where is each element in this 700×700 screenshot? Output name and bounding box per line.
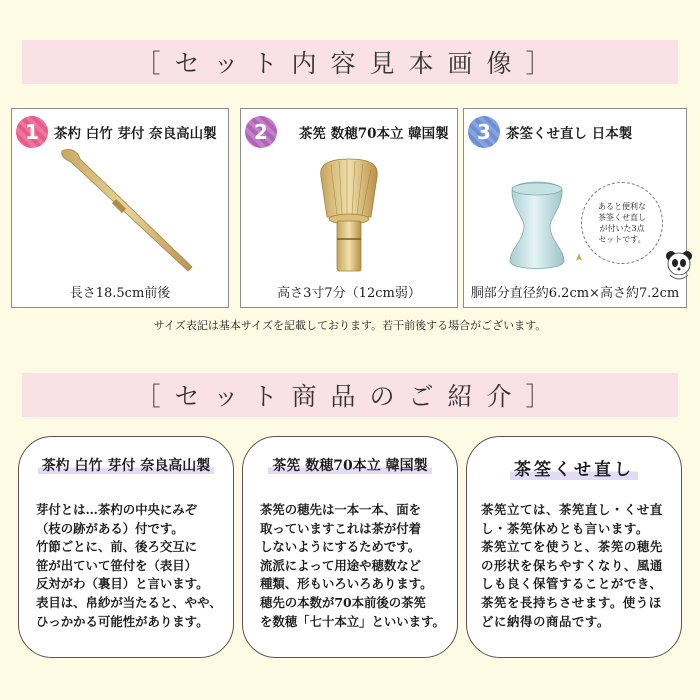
description-body: 芽付とは…茶杓の中央にみぞ （枝の跡がある）付です。 竹節ごとに、前、後ろ交互に 笹が出ていて笹付を（表目） 反対がわ（裏目）と言います。 表目は、帛紗が当たると、やや、 ひっかかる可能性があります。 (36, 502, 222, 629)
card-caption: 長さ18.5cm前後 (69, 286, 171, 301)
section-banner-product-intro: ［セット商品のご紹介］ (22, 373, 678, 417)
description-title-text: 茶筅 数穂70本立 韓国製 (268, 458, 431, 474)
panda-icon (664, 249, 694, 283)
chasen-image (241, 149, 457, 299)
chashaku-image (12, 145, 228, 295)
card-title: 茶筌くせ直し 日本製 (506, 126, 633, 142)
card-caption: 高さ3寸7分（12cm弱） (277, 286, 421, 301)
description-body: 茶筅の穂先は一本一本、面を 取っていますこれは茶が付着 しないようにするためです。 流派によって用途や穂数など 種類、形もいろいろあります。 穂先の本数が70本前後の茶筅 を数穂「七十本立」といいます。 (260, 502, 445, 629)
description-card-chasen (242, 436, 458, 658)
card-header (468, 115, 682, 149)
card-caption: 胴部分直径約6.2cm×高さ約7.2cm (470, 286, 680, 301)
number-badge: 1 (16, 116, 48, 148)
description-title (19, 455, 233, 475)
speech-bubble: あると便利な 茶筌くせ直し が付いた3点 セットです。 (581, 182, 663, 264)
card-title: 茶筅 数穂70本立 韓国製 (299, 126, 449, 142)
description-title-text: 茶杓 白竹 芽付 奈良高山製 (38, 458, 215, 474)
description-title-text: 茶筌くせ直し (510, 460, 638, 480)
description-title (467, 455, 681, 480)
product-card-kusenaoshi (463, 108, 687, 308)
product-card-chasen (240, 108, 458, 308)
number-badge: 2 (245, 116, 277, 148)
section-banner-sample-images: ［セット内容見本画像］ (22, 40, 678, 84)
product-card-chashaku (11, 108, 229, 308)
card-header (16, 115, 224, 149)
description-card-kusenaoshi (466, 436, 682, 658)
card-header (245, 115, 453, 149)
description-card-chashaku (18, 436, 234, 658)
card-title: 茶杓 白竹 芽付 奈良高山製 (54, 126, 217, 142)
size-note: サイズ表記は基本サイズを記載しております。若干前後する場合がございます。 (153, 319, 547, 332)
number-badge: 3 (468, 116, 500, 148)
description-body: 茶筅立ては、茶筅直し・くせ直 し・茶筅休めとも言います。 茶筅立てを使うと、茶筅の穂先 の形状を保ちやすくなり、風通 しも良く保管することができ、 茶筅を長持ちさせます。使うほ どに納得の商品です。 (481, 502, 663, 629)
description-title (243, 455, 457, 475)
